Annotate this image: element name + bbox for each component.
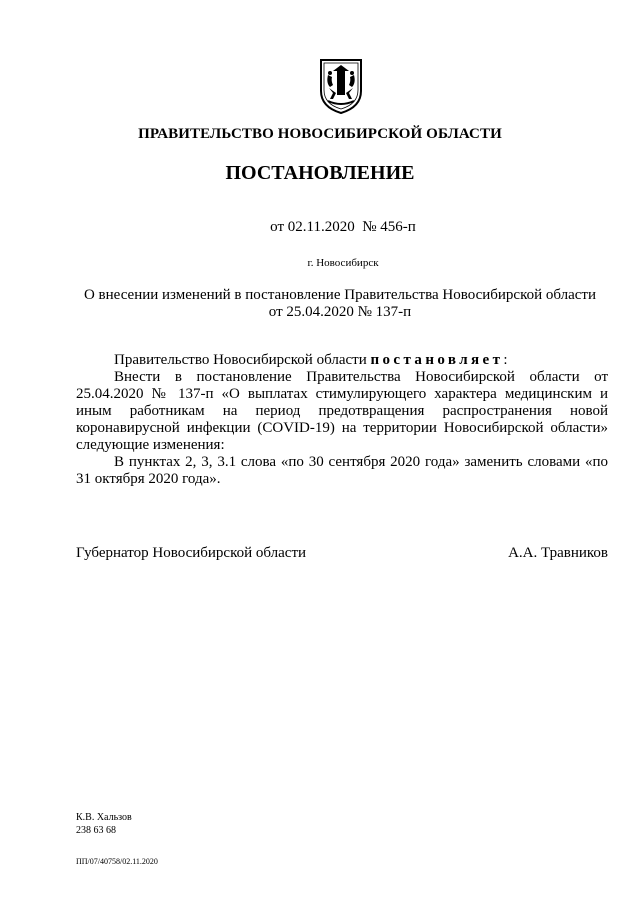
signature-block	[76, 545, 608, 562]
organization-title: ПРАВИТЕЛЬСТВО НОВОСИБИРСКОЙ ОБЛАСТИ	[138, 126, 502, 142]
body-paragraph-2: Внести в постановление Правительства Новосибирской области от 25.04.2020 № 137-п «О выплатах стимулирующего характера медицинским и иным работникам на период предотвращения распространения новой коронавирусной инфекции (COVID-19) на территории Новосибирской области» следующие изменения:	[76, 369, 608, 453]
document-body	[76, 352, 608, 488]
body-paragraph-1	[76, 352, 608, 369]
body-paragraph-1-text: Правительство Новосибирской области	[114, 352, 371, 368]
document-type-title: ПОСТАНОВЛЕНИЕ	[225, 162, 415, 184]
body-paragraph-1-end: :	[503, 352, 508, 368]
subject-line-1: О внесении изменений в постановление Правительства Новосибирской области	[83, 287, 597, 303]
executor-name: К.В. Хальзов	[76, 812, 132, 823]
document-number-line: от 02.11.2020 № 456-п	[270, 219, 416, 235]
signatory-name: А.А. Травников	[508, 545, 608, 561]
novosibirsk-coat-of-arms-icon	[318, 57, 364, 115]
body-paragraph-3: В пунктах 2, 3, 3.1 слова «по 30 сентября 2020 года» заменить словами «по 31 октября 2020 года».	[76, 454, 608, 487]
executor-block	[76, 811, 132, 837]
subject-line-2: от 25.04.2020 № 137-п	[268, 304, 412, 320]
executor-phone: 238 63 68	[76, 825, 116, 836]
resolution-keyword: постановляет	[370, 352, 504, 368]
city-label: г. Новосибирск	[307, 257, 379, 269]
document-subject	[70, 287, 610, 321]
document-id-footer: ПП/07/40758/02.11.2020	[76, 857, 158, 866]
signatory-position: Губернатор Новосибирской области	[76, 545, 307, 561]
